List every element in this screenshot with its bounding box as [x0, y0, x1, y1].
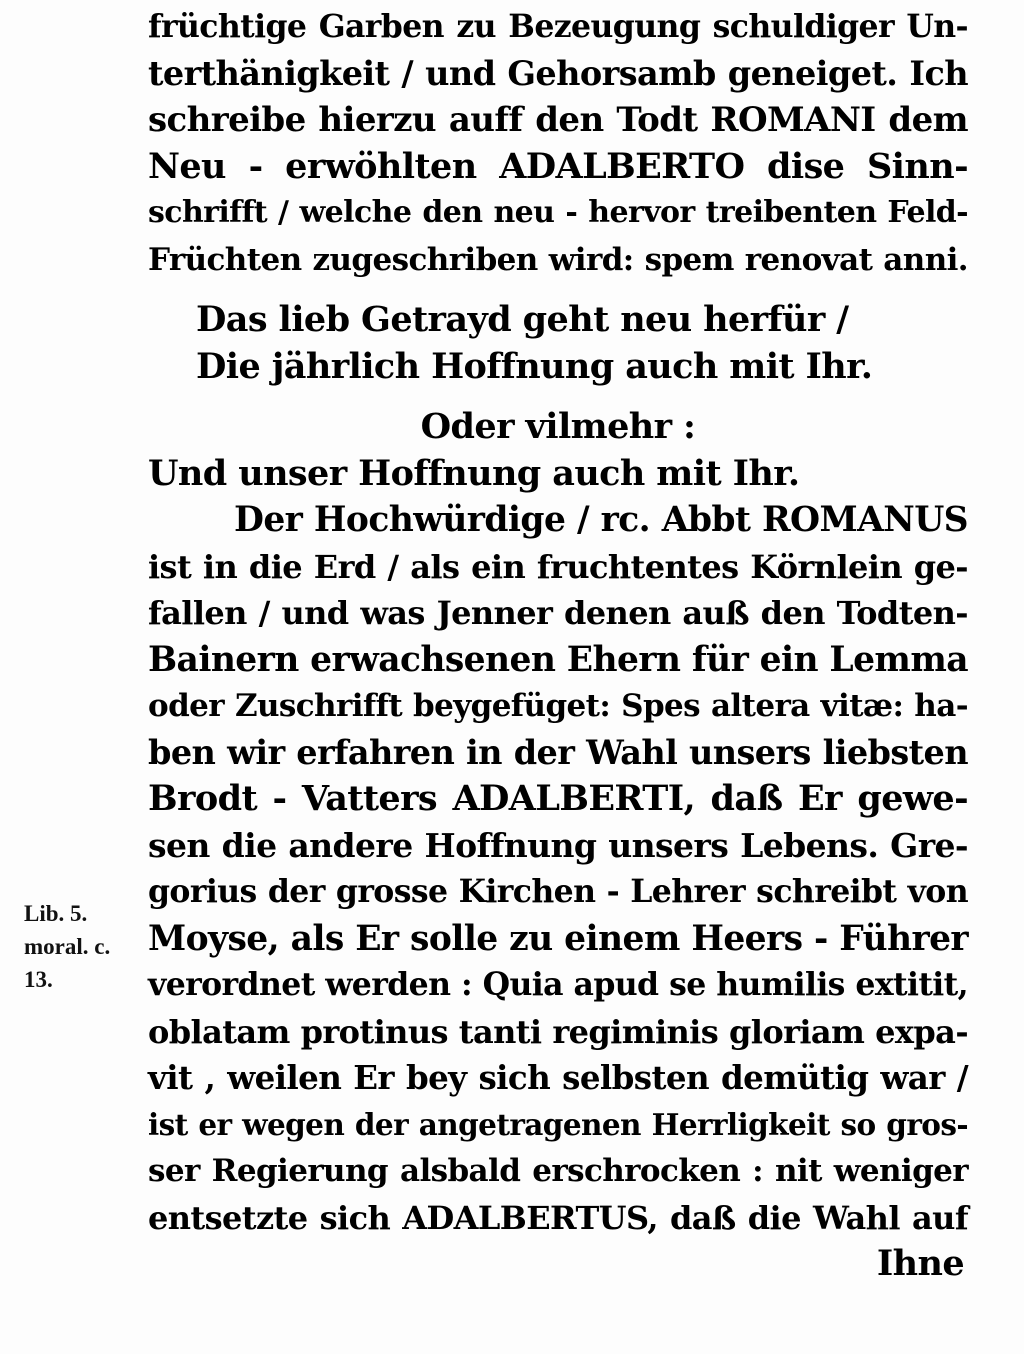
text-line: verordnet werden : Quia apud se humilis extitit,	[148, 966, 968, 1003]
oder-heading: Oder vilmehr :	[420, 406, 696, 447]
text-line: Bainern erwachsenen Ehern für ein Lemma	[148, 639, 968, 680]
main-text-block	[148, 4, 968, 1288]
text-line: oblatam protinus tanti regiminis gloriam expa-	[148, 1012, 968, 1051]
text-line: Moyse, als Er solle zu einem Heers - Führer	[148, 918, 968, 959]
text-line: Brodt - Vatters ADALBERTI, daß Er gewe-	[148, 778, 968, 819]
verse-line: Das lieb Getrayd geht neu herfür /	[196, 299, 849, 340]
text-line: Früchten zugeschriben wird: spem renovat anni.	[148, 241, 968, 278]
text-line: ben wir erfahren in der Wahl unsers liebsten	[148, 732, 968, 772]
margin-note-line: Lib. 5.	[24, 901, 88, 926]
text-line: entsetzte sich ADALBERTUS, daß die Wahl auf	[148, 1198, 968, 1237]
text-line: Neu - erwöhlten ADALBERTO dise Sinn-	[148, 145, 968, 187]
paragraph-first-line: Der Hochwürdige / rc. Abbt ROMANUS	[234, 500, 968, 540]
text-line: vit , weilen Er bey sich selbsten demütig war /	[148, 1058, 968, 1097]
text-line: schreibe hierzu auff den Todt ROMANI dem	[148, 100, 968, 140]
text-line: ist er wegen der angetragenen Herrligkeit so gros-	[148, 1106, 968, 1142]
text-line: ser Regierung alsbald erschrocken : nit weniger	[148, 1153, 968, 1189]
text-line: sen die andere Hoffnung unsers Lebens. Gre-	[148, 825, 968, 865]
text-line: gorius der grosse Kirchen - Lehrer schreibt von	[148, 873, 968, 910]
text-line: oder Zuschrifft beygefüget: Spes altera vitæ: ha-	[148, 688, 968, 724]
text-line: früchtige Garben zu Bezeugung schuldiger Un-	[148, 8, 968, 45]
text-line: ist in die Erd / als ein fruchtentes Körnlein ge-	[148, 547, 968, 586]
catchword: Ihne	[876, 1243, 964, 1284]
margin-note-line: 13.	[24, 967, 53, 992]
text-line: terthänigkeit / und Gehorsamb geneiget. Ich	[148, 53, 968, 93]
margin-note	[24, 897, 144, 996]
oder-line: Und unser Hoffnung auch mit Ihr.	[148, 452, 800, 494]
margin-note-line: moral. c.	[24, 934, 111, 959]
verse-line: Die jährlich Hoffnung auch mit Ihr.	[196, 345, 873, 387]
text-line: schrifft / welche den neu - hervor treibenten Feld-	[148, 195, 968, 230]
text-line: fallen / und was Jenner denen auß den Todten-	[148, 594, 968, 632]
